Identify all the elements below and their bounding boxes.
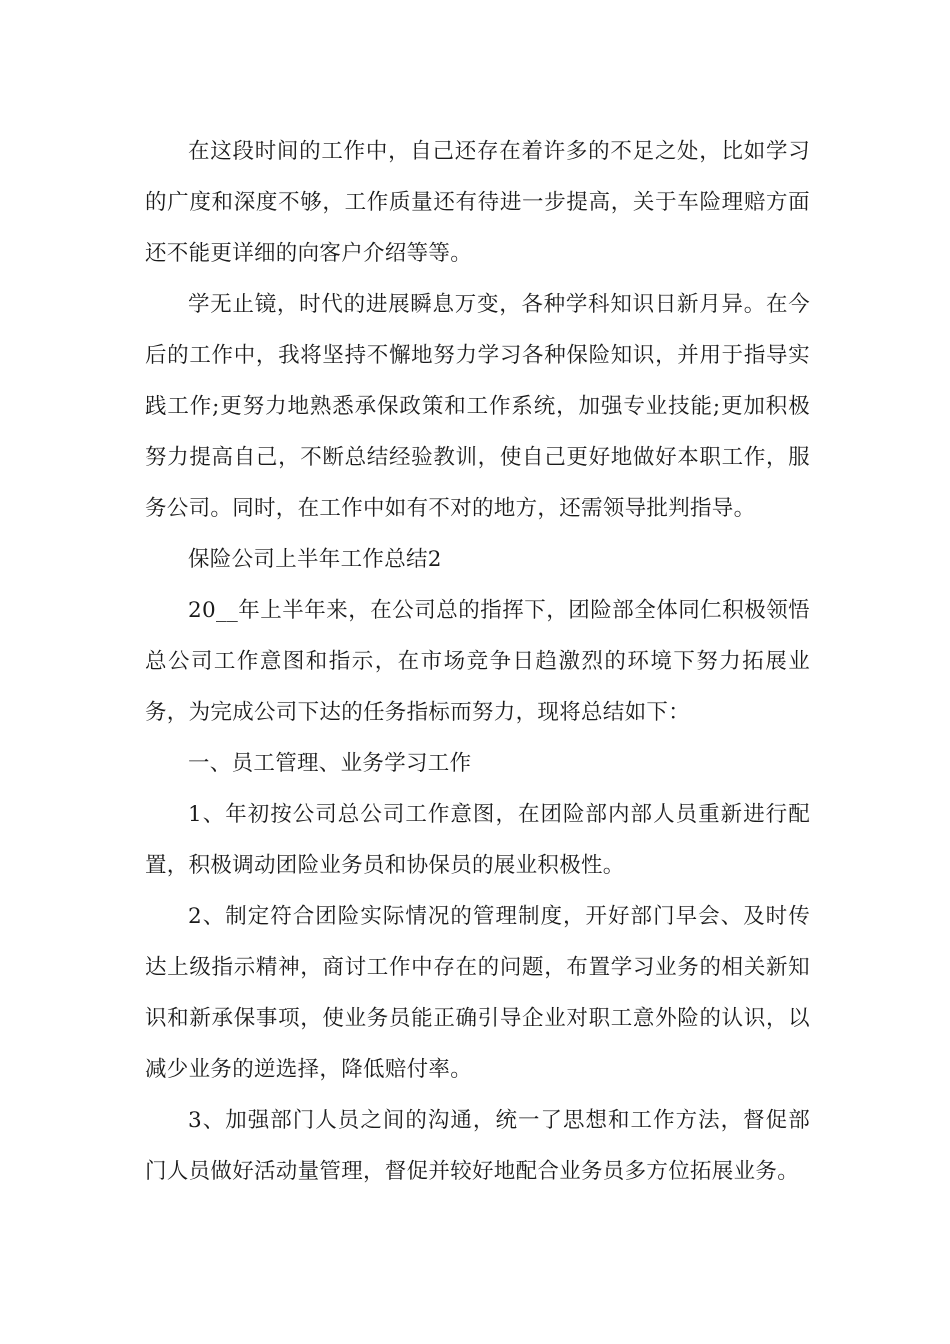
list-item-1: 1、年初按公司总公司工作意图，在团险部内部人员重新进行配置，积极调动团险业务员和协保员的展业积极性。 [145, 802, 810, 878]
list-item-3: 3、加强部门人员之间的沟通，统一了思想和工作方法，督促部门人员做好活动量管理，督促并较好地配合业务员多方位拓展业务。 [145, 1108, 810, 1184]
section-heading: 一、员工管理、业务学习工作 [188, 751, 472, 776]
paragraph-learning-plan: 学无止镜，时代的进展瞬息万变，各种学科知识日新月异。在今后的工作中，我将坚持不懈地努力学习各种保险知识，并用于指导实践工作;更努力地熟悉承保政策和工作系统，加强专业技能;更加积极努力提高自己，不断总结经验教训，使自己更好地做好本职工作，服务公司。同时，在工作中如有不对的地方，还需领导批判指导。 [145, 292, 810, 521]
paragraph-shortcomings: 在这段时间的工作中，自己还存在着许多的不足之处，比如学习的广度和深度不够，工作质量还有待进一步提高，关于车险理赔方面还不能更详细的向客户介绍等等。 [145, 139, 810, 266]
paragraph-intro: 20__年上半年来，在公司总的指挥下，团险部全体同仁积极领悟总公司工作意图和指示，在市场竞争日趋激烈的环境下努力拓展业务，为完成公司下达的任务指标而努力，现将总结如下： [145, 598, 810, 725]
document-body [145, 126, 810, 1197]
list-item-2: 2、制定符合团险实际情况的管理制度，开好部门早会、及时传达上级指示精神，商讨工作中存在的问题，布置学习业务的相关新知识和新承保事项，使业务员能正确引导企业对职工意外险的认识，以减少业务的逆选择，降低赔付率。 [145, 904, 810, 1082]
section-title: 保险公司上半年工作总结2 [188, 547, 442, 572]
